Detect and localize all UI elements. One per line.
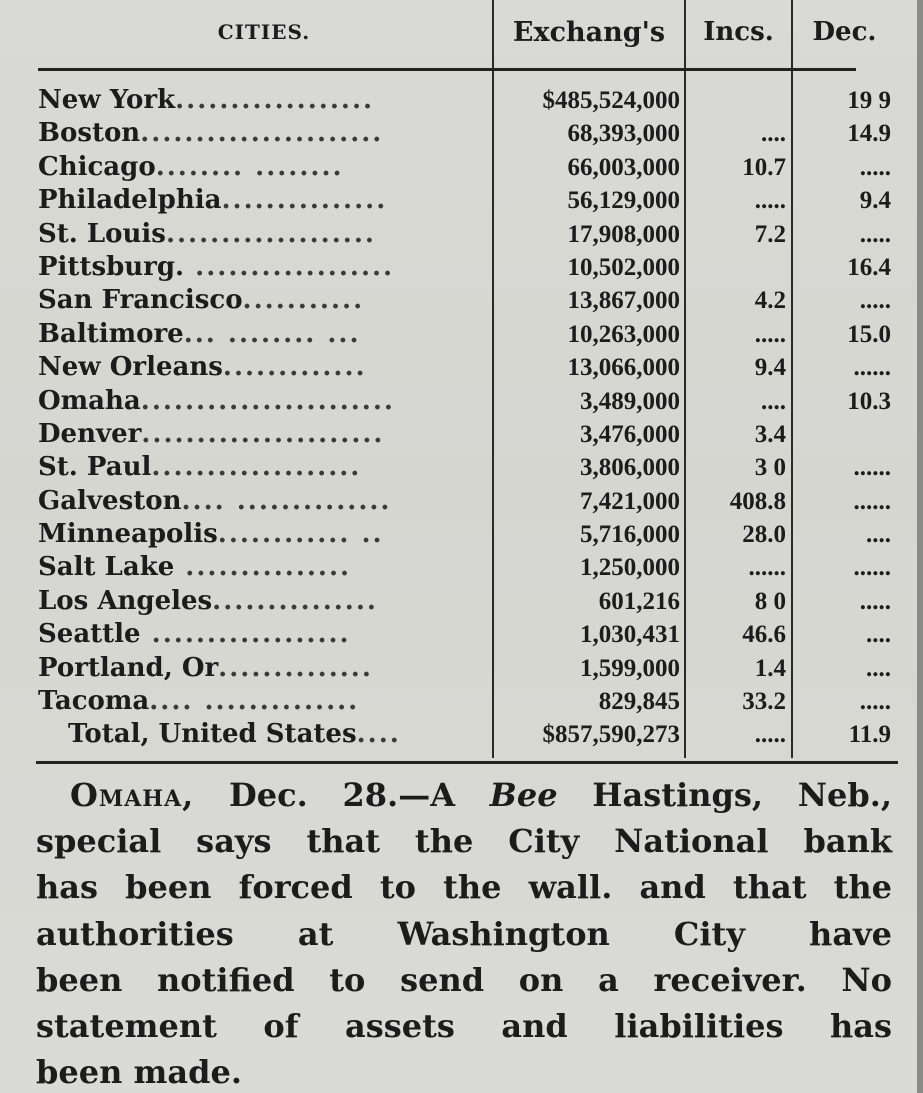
leader-dots: ......................: [141, 418, 385, 449]
exchanges-cell: 829,845: [598, 688, 680, 716]
leader-dots: ..............: [218, 652, 373, 683]
decrease-cell: .....: [859, 153, 891, 181]
exchanges-cell: $485,524,000: [542, 87, 680, 114]
city-cell: [38, 84, 490, 117]
city-name: Los Angeles: [38, 585, 213, 616]
city-name: St. Louis: [38, 218, 166, 249]
leader-dots: ...............: [212, 585, 378, 616]
table-row: [36, 652, 896, 685]
article-line: has been forced to the wall. and that the: [36, 868, 892, 907]
exchanges-cell: 5,716,000: [580, 521, 680, 549]
decrease-cell: 11.9: [848, 721, 891, 749]
leader-dots: ...............: [174, 552, 352, 583]
table-row: [36, 685, 896, 718]
decrease-cell: 19 9: [847, 87, 891, 114]
leader-dots: ..................: [175, 85, 375, 115]
article-line: been made.: [36, 1053, 242, 1092]
article-line: authorities at Washington City have: [36, 914, 892, 953]
city-cell: [38, 652, 490, 685]
table-row: [36, 151, 896, 184]
city-cell: [38, 585, 490, 618]
scan-edge: [917, 0, 923, 1093]
decrease-cell: ......: [853, 354, 891, 382]
exchanges-cell: $857,590,273: [542, 721, 680, 749]
decrease-cell: 16.4: [847, 253, 891, 281]
increase-cell: 3 0: [754, 454, 786, 482]
increase-cell: 3.4: [754, 420, 786, 448]
table-row: [36, 518, 896, 551]
city-name: Philadelphia: [38, 185, 222, 216]
decrease-cell: ....: [866, 621, 891, 649]
increase-cell: .....: [754, 187, 786, 215]
table-body: [36, 84, 896, 752]
header-rule: [38, 68, 856, 71]
leader-dots: .... ..............: [181, 485, 392, 516]
exchanges-cell: 1,250,000: [580, 554, 680, 582]
decrease-cell: .....: [859, 587, 891, 615]
city-name: Seattle: [38, 619, 141, 650]
table-row: [36, 351, 896, 384]
exchanges-cell: 3,806,000: [580, 454, 680, 482]
table-row: [36, 451, 896, 484]
increase-cell: 46.6: [742, 621, 786, 649]
table-row: [36, 184, 896, 217]
exchanges-cell: 68,393,000: [567, 120, 680, 148]
city-name: Tacoma: [38, 686, 150, 717]
increase-cell: 4.2: [754, 287, 786, 315]
article-line: [36, 772, 892, 818]
decrease-cell: 15.0: [847, 320, 891, 348]
city-cell: [38, 218, 490, 251]
bank-clearings-table: [36, 0, 896, 760]
exchanges-cell: 3,489,000: [580, 387, 680, 415]
exchanges-cell: 13,066,000: [567, 354, 680, 382]
leader-dots: ......................: [140, 118, 384, 149]
exchanges-cell: 3,476,000: [580, 420, 680, 448]
increase-cell: ....: [761, 387, 786, 415]
city-cell: [38, 385, 490, 418]
article-dateline: Omaha,: [70, 776, 195, 814]
exchanges-cell: 56,129,000: [567, 187, 680, 215]
increase-cell: ......: [748, 554, 786, 582]
city-cell: [68, 718, 490, 751]
increase-cell: 408.8: [729, 487, 786, 515]
article-paper-name: Bee: [489, 776, 558, 814]
city-cell: [38, 551, 490, 584]
article-line: been notified to send on a receiver. No: [36, 960, 892, 999]
table-row: [36, 585, 896, 618]
leader-dots: ...................: [165, 218, 376, 249]
decrease-cell: .....: [859, 688, 891, 716]
table-row: [36, 551, 896, 584]
table-row: [36, 618, 896, 651]
decrease-cell: ......: [853, 554, 891, 582]
city-name: Omaha: [38, 385, 141, 416]
exchanges-cell: 1,599,000: [580, 654, 680, 682]
increase-cell: 28.0: [742, 521, 786, 549]
increase-cell: 1.4: [754, 654, 786, 682]
header-cities: CITIES.: [217, 20, 311, 44]
increase-cell: .....: [754, 320, 786, 348]
increase-cell: 9.4: [754, 354, 786, 382]
table-row: [36, 385, 896, 418]
leader-dots: .......................: [140, 385, 395, 416]
city-name: Pittsburg.: [38, 251, 185, 282]
table-row: [36, 251, 896, 284]
table-row: [36, 418, 896, 451]
city-name: Baltimore: [38, 318, 184, 349]
city-name: St. Paul: [38, 452, 152, 483]
table-row: [36, 284, 896, 317]
city-name: Portland, Or: [38, 652, 219, 683]
header-increase: Incs.: [703, 17, 774, 47]
leader-dots: ....: [356, 719, 401, 750]
increase-cell: 7.2: [754, 220, 786, 248]
exchanges-cell: 13,867,000: [567, 287, 680, 315]
decrease-cell: 9.4: [859, 187, 891, 215]
city-name: Total, United States: [68, 719, 357, 750]
leader-dots: ........ ........: [155, 151, 344, 182]
exchanges-cell: 10,502,000: [567, 253, 680, 281]
leader-dots: ...................: [151, 452, 362, 483]
table-row: [36, 84, 896, 117]
increase-cell: .....: [754, 721, 786, 749]
exchanges-cell: 1,030,431: [580, 621, 680, 649]
city-name: Galveston: [38, 485, 182, 516]
leader-dots: ..................: [140, 619, 351, 650]
city-cell: [38, 351, 490, 384]
decrease-cell: ......: [853, 454, 891, 482]
city-name: San Francisco: [38, 285, 243, 316]
city-cell: [38, 485, 490, 518]
city-name: New Orleans: [38, 352, 223, 383]
table-row: [36, 318, 896, 351]
city-cell: [38, 618, 490, 651]
exchanges-cell: 7,421,000: [580, 487, 680, 515]
city-name: Chicago: [38, 151, 156, 182]
city-cell: [38, 318, 490, 351]
city-cell: [38, 117, 490, 150]
decrease-cell: ....: [866, 654, 891, 682]
exchanges-cell: 17,908,000: [567, 220, 680, 248]
leader-dots: ...........: [242, 285, 365, 316]
city-name: Salt Lake: [38, 552, 175, 583]
exchanges-cell: 10,263,000: [567, 320, 680, 348]
decrease-cell: ......: [853, 487, 891, 515]
header-exchanges: Exchang's: [512, 16, 666, 48]
leader-dots: .... ..............: [149, 686, 360, 717]
header-decrease: Dec.: [812, 17, 877, 47]
increase-cell: 8 0: [754, 587, 786, 615]
table-row: [36, 485, 896, 518]
table-row: [36, 117, 896, 150]
city-name: Minneapolis: [38, 519, 218, 550]
city-name: Boston: [38, 118, 141, 149]
article-dateline-rest: Dec. 28.—A: [229, 776, 456, 814]
article-line-text: Hastings, Neb.,: [592, 776, 893, 814]
city-cell: [38, 251, 490, 284]
leader-dots: .............: [222, 352, 367, 383]
city-cell: [38, 418, 490, 451]
leader-dots: ............ ..: [217, 519, 384, 550]
exchanges-cell: 601,216: [598, 587, 680, 615]
table-bottom-rule: [36, 761, 898, 764]
decrease-cell: .....: [859, 287, 891, 315]
decrease-cell: 10.3: [847, 387, 891, 415]
leader-dots: ..................: [184, 251, 395, 282]
decrease-cell: ....: [866, 521, 891, 549]
city-cell: [38, 284, 490, 317]
increase-cell: 33.2: [742, 688, 786, 716]
decrease-cell: .....: [859, 220, 891, 248]
table-row: [36, 218, 896, 251]
city-cell: [38, 518, 490, 551]
city-cell: [38, 184, 490, 217]
increase-cell: ....: [761, 120, 786, 148]
leader-dots: ...............: [221, 185, 388, 216]
city-name: New York: [38, 85, 176, 115]
exchanges-cell: 66,003,000: [567, 153, 680, 181]
article-line: statement of assets and liabilities has: [36, 1007, 892, 1046]
city-cell: [38, 151, 490, 184]
news-article: [36, 772, 892, 1093]
city-name: Denver: [38, 418, 142, 449]
table-total-row: [36, 718, 896, 751]
leader-dots: ... ........ ...: [183, 318, 361, 349]
increase-cell: 10.7: [742, 153, 786, 181]
article-line: special says that the City National bank: [36, 822, 892, 861]
city-cell: [38, 451, 490, 484]
decrease-cell: 14.9: [847, 120, 891, 148]
city-cell: [38, 685, 490, 718]
